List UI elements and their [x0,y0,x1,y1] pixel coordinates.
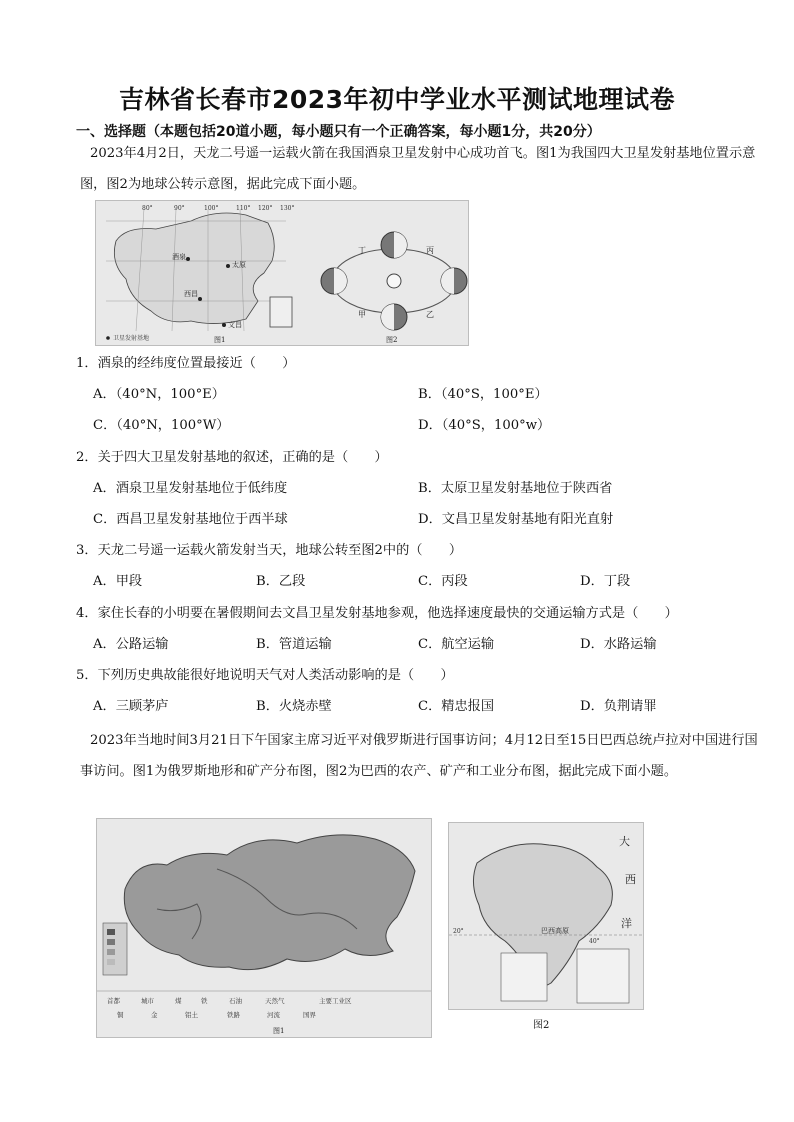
legend-border: 国界 [303,1011,316,1019]
question-number: 2． [76,450,98,465]
ocean-label: 大 [619,835,630,848]
segment-label-ding: 丁 [358,246,366,255]
option-b: B．管道运输 [256,637,332,652]
page-title: 吉林省长春市2023年初中学业水平测试地理试卷 [118,85,676,114]
longitude-label: 110° [236,205,251,212]
figure-set-1-svg [96,201,468,345]
launch-site-marker [186,257,190,261]
section-heading: 一、选择题（本题包括20道小题，每小题只有一个正确答案，每小题1分，共20分） [76,124,601,140]
option-d: D．（40°S，100°w） [418,418,551,433]
russia-map-figure [96,818,432,1038]
legend-coal: 煤 [175,997,182,1005]
longitude-label: 80° [142,205,153,212]
launch-site-marker [198,297,202,301]
question-number: 1． [76,356,98,371]
option-c: C．丙段 [418,574,468,589]
question-text: 家住长春的小明要在暑假期间去文昌卫星发射基地参观，他选择速度最快的交通运输方式是（ ） [97,606,678,621]
figure-caption: 图1 [273,1027,285,1035]
place-label-jiuquan: 酒泉 [172,253,186,261]
figure-caption: 图2 [533,1020,550,1031]
place-label-taiyuan: 太原 [232,261,246,269]
legend-copper: 铜 [117,1011,124,1019]
question-text: 下列历史典故能很好地说明天气对人类活动影响的是（ ） [97,668,454,683]
question-number: 5． [76,668,98,683]
plateau-label: 巴西高原 [541,927,569,935]
option-c: C．（40°N，100°W） [93,418,230,433]
legend-gas: 天然气 [265,997,285,1005]
option-d: D．文昌卫星发射基地有阳光直射 [418,512,614,527]
option-a: A．公路运输 [93,637,169,652]
legend-capital: 首都 [107,997,120,1005]
segment-label-jia: 甲 [358,310,366,319]
figure-set-1 [95,200,469,346]
option-b: B．（40°S，100°E） [418,387,548,402]
ocean-label: 洋 [621,917,632,930]
legend-industrial-zone: 主要工业区 [319,997,352,1005]
sun-icon [387,274,401,288]
question-number: 4． [76,606,98,621]
launch-site-marker [222,323,226,327]
segment-label-bing: 丙 [426,246,434,255]
orbit-diagram [321,232,467,330]
longitude-label: 90° [174,205,185,212]
map-legend: 卫星发射基地 [113,335,150,342]
legend-bauxite: 铝土 [185,1011,198,1019]
option-d: D．丁段 [580,574,631,589]
longitude-label: 120° [258,205,273,212]
question-5 [76,664,454,683]
option-d: D．负荆请罪 [580,699,657,714]
figure-caption: 图1 [214,336,226,344]
question-text: 天龙二号遥一运载火箭发射当天，地球公转至图2中的（ ） [97,543,463,558]
question-3 [76,539,462,558]
intro-paragraph-2: 2023年当地时间3月21日下午国家主席习近平对俄罗斯进行国事访问；4月12日至15日巴西总统卢拉对中国进行国事访问。图1为俄罗斯地形和矿产分布图，图2为巴西的农产、矿产和工业分布图，据此完成下面小题。 [80,733,758,779]
option-b: B．乙段 [256,574,306,589]
option-b: B．太原卫星发射基地位于陕西省 [418,481,613,496]
legend-railway: 铁路 [227,1011,240,1019]
longitude-label: 130° [280,205,295,212]
latitude-label: 20° [453,928,464,935]
option-b: B．火烧赤壁 [256,699,332,714]
place-label-xichang: 西昌 [184,290,198,298]
legend-river: 河流 [267,1011,280,1019]
intro-paragraph-1: 2023年4月2日，天龙二号遥一运载火箭在我国酒泉卫星发射中心成功首飞。图1为我国四大卫星发射基地位置示意图，图2为地球公转示意图，据此完成下面小题。 [80,146,756,192]
china-map [106,209,292,331]
option-a: A．甲段 [93,574,143,589]
question-1 [76,352,295,371]
option-c: C．精忠报国 [418,699,495,714]
longitude-label: 100° [204,205,219,212]
legend-iron: 铁 [201,997,208,1005]
russia-map-svg [97,819,431,1037]
option-a: A．（40°N，100°E） [93,387,225,402]
ocean-label: 西 [625,873,636,886]
question-number: 3． [76,543,98,558]
legend-city: 城市 [141,997,154,1005]
longitude-label: 40° [589,938,600,945]
place-label-wenchang: 文昌 [228,321,242,329]
option-c: C．航空运输 [418,637,495,652]
question-text: 酒泉的经纬度位置最接近（ ） [97,356,296,371]
legend-gold: 金 [151,1011,158,1019]
option-d: D．水路运输 [580,637,657,652]
option-c: C．西昌卫星发射基地位于西半球 [93,512,288,527]
option-a: A．三顾茅庐 [93,699,169,714]
launch-site-marker [226,264,230,268]
question-2 [76,446,388,465]
brazil-map-svg [449,823,643,1009]
legend-marker [106,336,110,340]
question-text: 关于四大卫星发射基地的叙述，正确的是（ ） [97,450,388,465]
question-4 [76,602,678,621]
legend-oil: 石油 [229,997,242,1005]
segment-label-yi: 乙 [426,310,434,319]
option-a: A．酒泉卫星发射基地位于低纬度 [93,481,288,496]
figure-caption: 图2 [386,336,398,344]
brazil-map-figure [448,822,644,1010]
